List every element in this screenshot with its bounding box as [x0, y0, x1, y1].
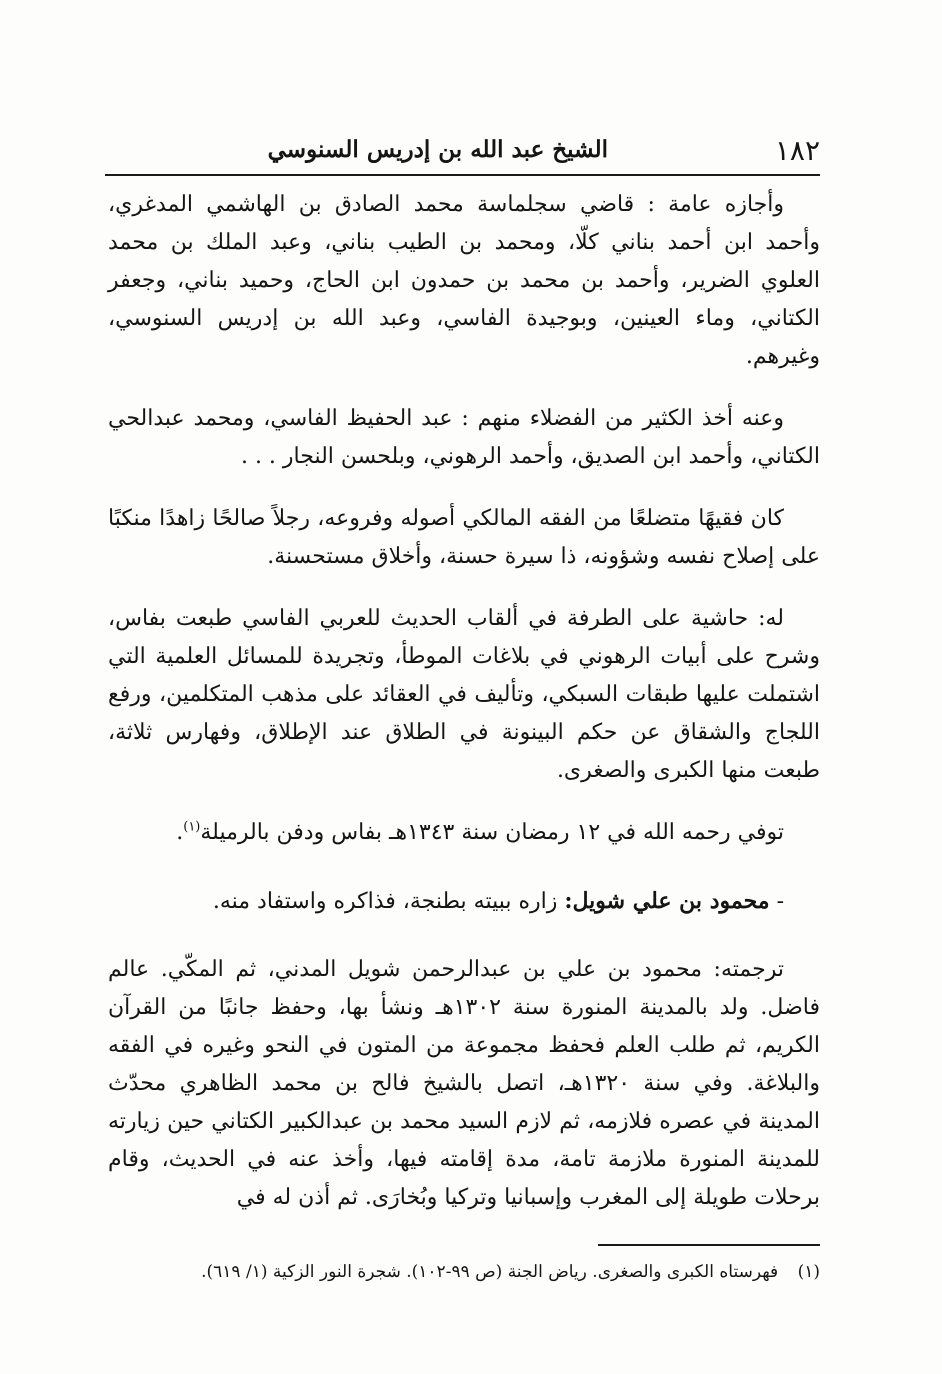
- paragraph-students: وعنه أخذ الكثير من الفضلاء منهم : عبد الحفيظ الفاسي، ومحمد عبدالحي الكتاني، وأحمد ابن الصديق، وأحمد الرهوني، وبلحسن النجار . . .: [108, 406, 820, 469]
- paragraph-death: [108, 814, 820, 852]
- running-title: الشيخ عبد الله بن إدريس السنوسي: [267, 136, 608, 163]
- paragraph-ijaza: وأجازه عامة : قاضي سجلماسة محمد الصادق بن الهاشمي المدغري، وأحمد ابن أحمد بناني كلّا، ومحمد بن الطيب بناني، وعبد الملك بن محمد العلوي الضرير، وأحمد بن محمد بن حمدون ابن الحاج، وحميد بناني، وجعفر الكتاني، وماء العينين، وبوجيدة الفاسي، وعبد الله بن إدريس السنوسي، وغيرهم.: [108, 192, 820, 369]
- paragraph-entry-shuwail: [108, 882, 820, 921]
- footnote-rule: [598, 1244, 820, 1246]
- main-text: [108, 186, 820, 1217]
- page-number: ١٨٢: [774, 134, 820, 167]
- paragraph-gap: [108, 921, 820, 951]
- paragraph-gap: [108, 790, 820, 814]
- entry-dash: -: [776, 889, 784, 914]
- footnote-text: فهرستاه الكبرى والصغرى. رياض الجنة (ص ٩٩-١٠٢). شجرة النور الزكية (١/ ٦١٩).: [201, 1262, 779, 1282]
- footnote-mark: (١): [797, 1262, 820, 1282]
- entry-name: محمود بن علي شويل:: [564, 888, 770, 914]
- death-end: .: [176, 820, 184, 845]
- page-header: [105, 128, 820, 174]
- header-rule: [105, 174, 820, 176]
- paragraph-gap: [108, 476, 820, 500]
- footnote-reference: (١): [183, 819, 201, 835]
- paragraph-gap: [108, 576, 820, 600]
- paragraph-gap: [108, 852, 820, 882]
- entry-text: زاره ببيته بطنجة، فذاكره واستفاد منه.: [212, 889, 565, 914]
- paragraph-gap: [108, 376, 820, 400]
- footnote: [108, 1259, 820, 1285]
- paragraph-works: له: حاشية على الطرفة في ألقاب الحديث للعربي الفاسي طبعت بفاس، وشرح على أبيات الرهوني في بلاغات الموطأ، وتجريدة للمسائل العلمية التي اشتملت عليها طبقات السبكي، وتأليف في العقائد على مذهب المتكلمين، ورفع اللجاج والشقاق عن حكم البينونة في الطلاق عند الإطلاق، وفهارس ثلاثة، طبعت منها الكبرى والصغرى.: [108, 606, 820, 783]
- death-text: توفي رحمه الله في ١٢ رمضان سنة ١٣٤٣هـ بفاس ودفن بالرميلة: [200, 820, 784, 845]
- paragraph-character: كان فقيهًا متضلعًا من الفقه المالكي أصوله وفروعه، رجلاً صالحًا زاهدًا منكبًا على إصلاح نفسه وشؤونه، ذا سيرة حسنة، وأخلاق مستحسنة.: [108, 506, 820, 569]
- paragraph-biography: ترجمته: محمود بن علي بن عبدالرحمن شويل المدني، ثم المكّي. عالم فاضل. ولد بالمدينة المنورة سنة ١٣٠٢هـ ونشأ بها، وحفظ جانبًا من القرآن الكريم، ثم طلب العلم فحفظ مجموعة من المتون في النحو وغيره في الفقه والبلاغة. وفي سنة ١٣٢٠هـ، اتصل بالشيخ فالح بن محمد الظاهري محدّث المدينة في عصره فلازمه، ثم لازم السيد محمد بن عبدالكبير الكتاني حين زيارته للمدينة المنورة ملازمة تامة، مدة إقامته فيها، وأخذ عنه في الحديث، وقام برحلات طويلة إلى المغرب وإسبانيا وتركيا وبُخارَى. ثم أذن له في: [108, 957, 820, 1210]
